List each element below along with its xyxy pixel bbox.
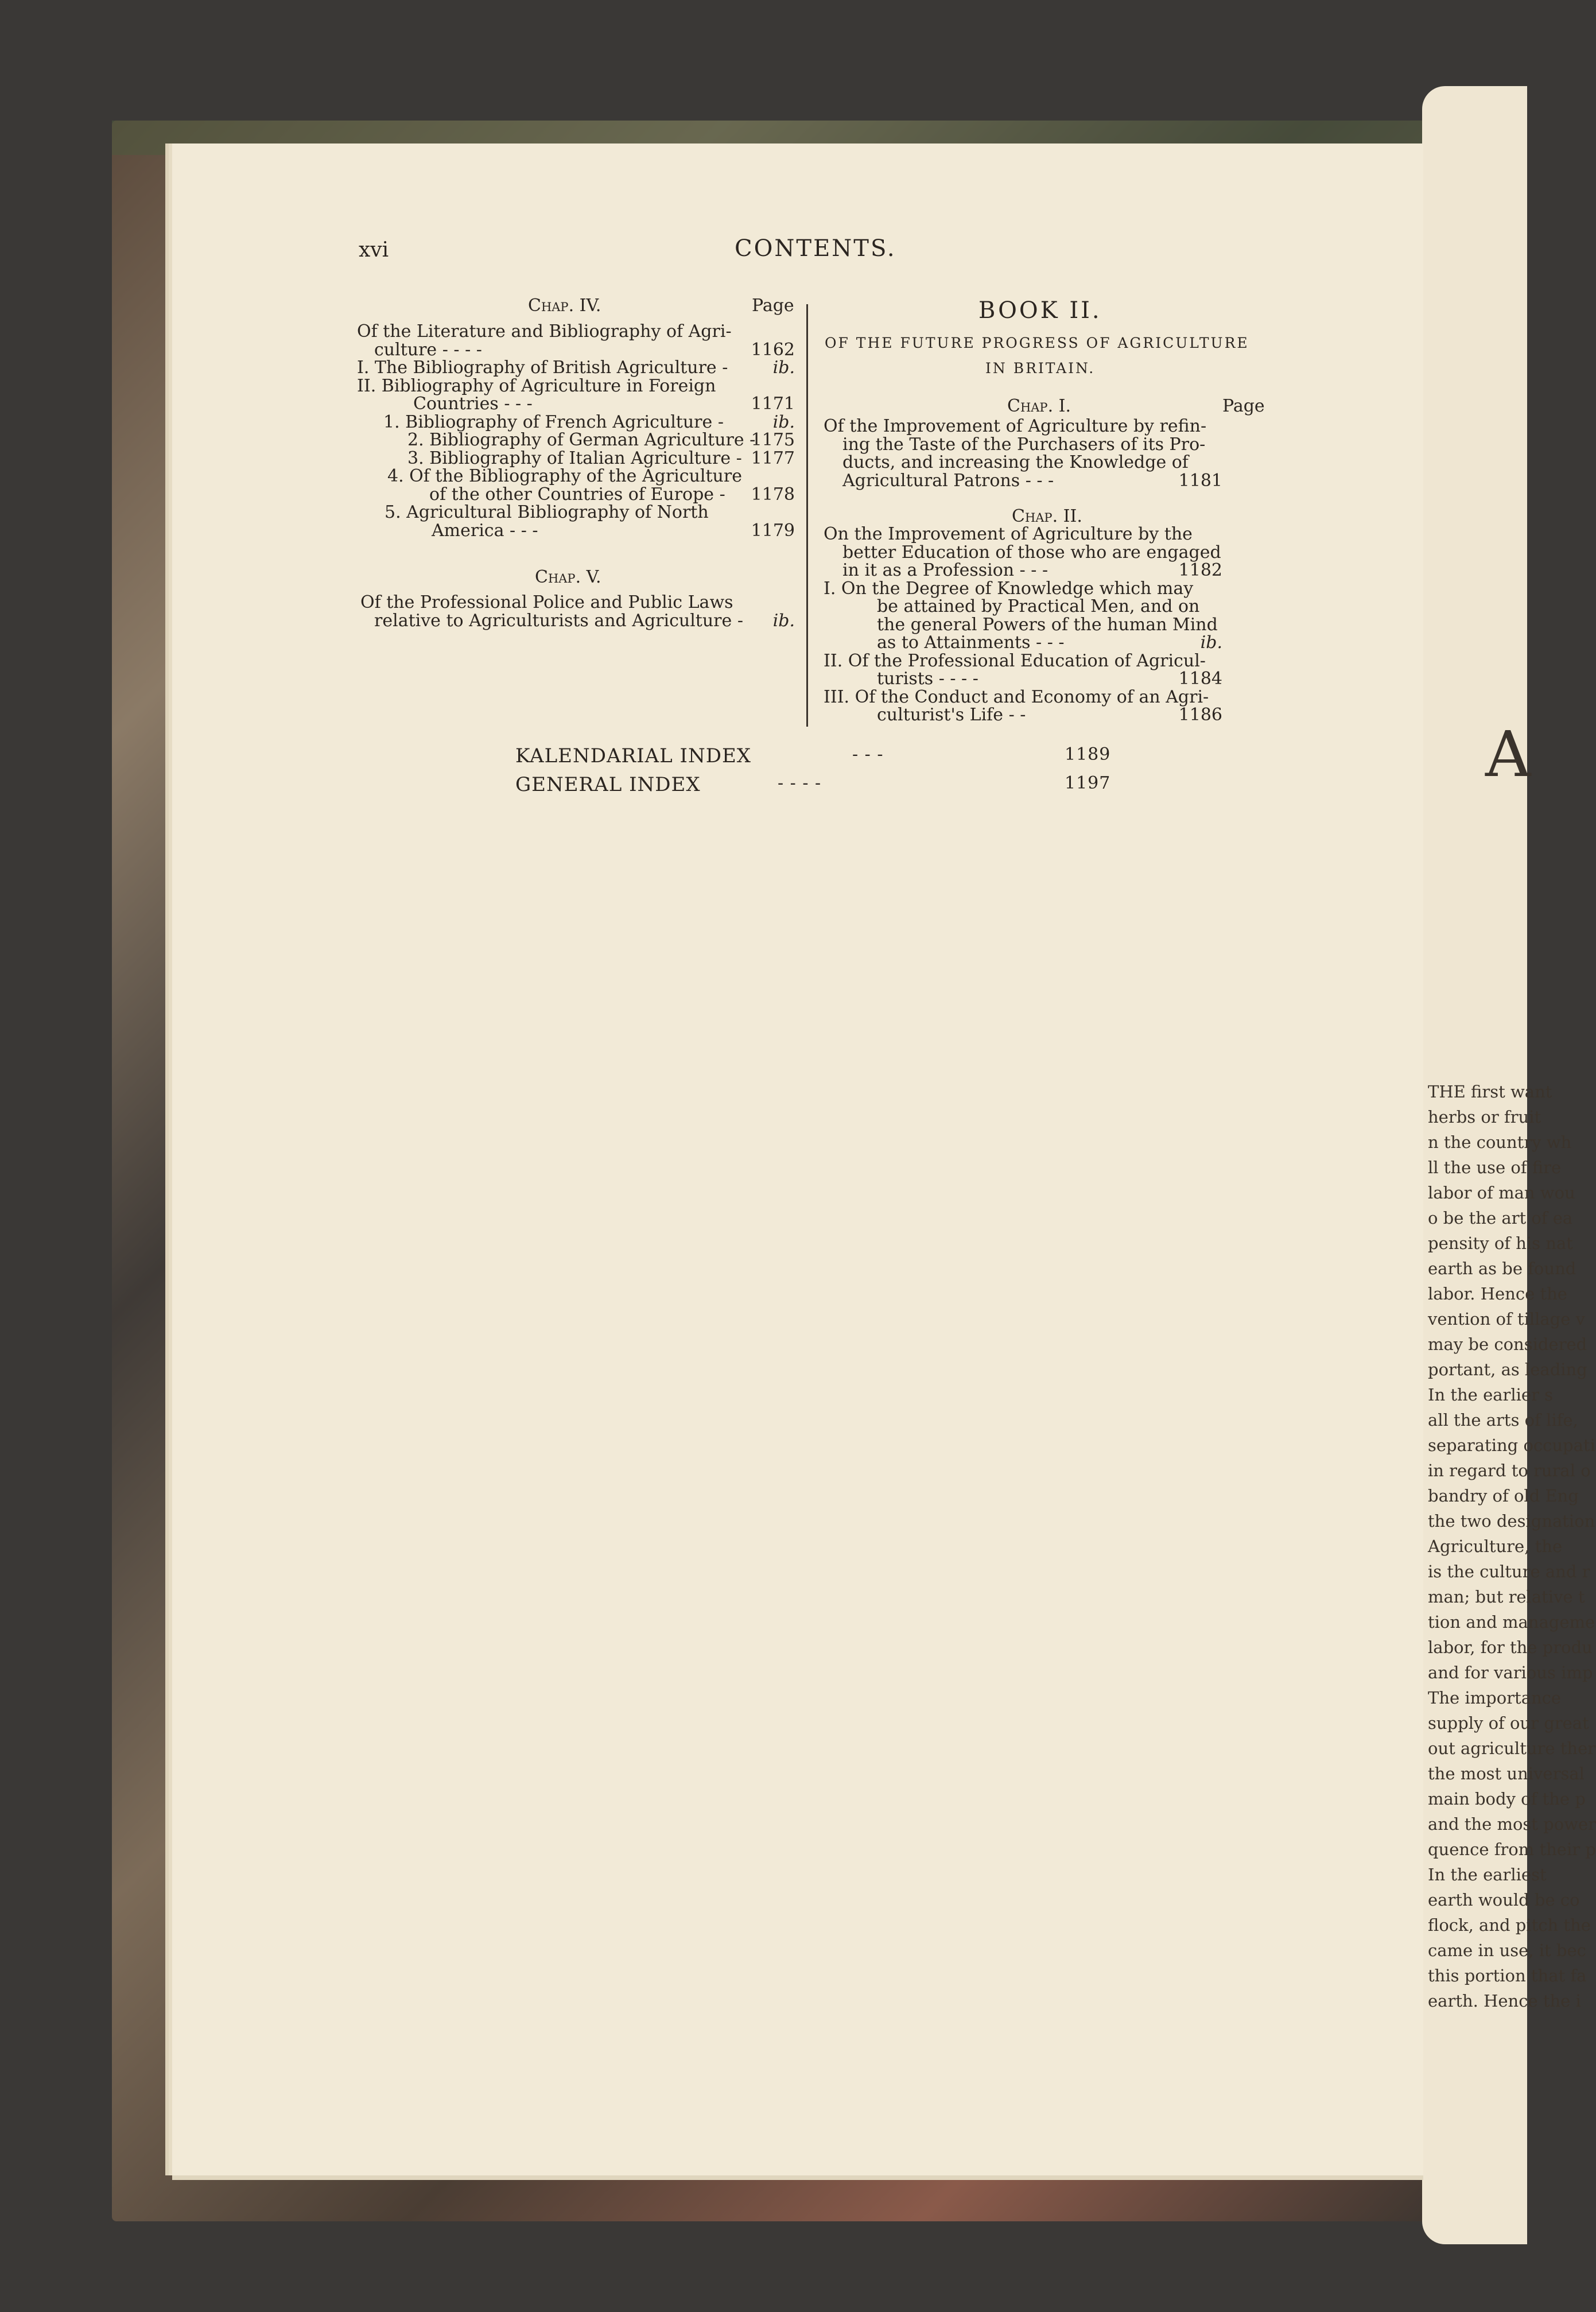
facing-page [1422, 86, 1596, 2244]
toc-entry-text: I. The Bibliography of British Agriculture - [357, 358, 728, 378]
facing-page-line: o be the art of ea [1428, 1208, 1573, 1228]
chap-ii-heading: Chap. II. [1012, 506, 1082, 526]
book-heading: BOOK II. [978, 297, 1102, 324]
facing-page-line: this portion that fa [1428, 1966, 1587, 1985]
toc-entry-text: 4. Of the Bibliography of the Agriculture [387, 466, 742, 486]
toc-entry-text: be attained by Practical Men, and on [877, 596, 1200, 616]
toc-entry-page: 1184 [1178, 669, 1222, 689]
facing-page-text [1428, 1079, 1596, 2014]
toc-entry-text: turists - - - - [877, 669, 978, 689]
index-label: KALENDARIAL INDEX [515, 744, 751, 767]
facing-page-line: quence from their p [1428, 1840, 1596, 1859]
index-page: 1189 [1065, 744, 1111, 765]
toc-entry-text: On the Improvement of Agriculture by the [824, 524, 1193, 544]
toc-entry-text: better Education of those who are engaged [842, 542, 1221, 563]
facing-page-line: pensity of his nat [1428, 1233, 1573, 1253]
page-title: CONTENTS. [735, 235, 896, 262]
facing-page-line: ll the use of fire [1428, 1158, 1562, 1177]
facing-page-line: man; but relative t [1428, 1587, 1585, 1607]
toc-entry-page: 1177 [751, 448, 795, 468]
toc-entry-page: 1182 [1178, 560, 1222, 580]
toc-entry-text: culturist's Life - - [877, 705, 1026, 725]
facing-page-line: In the earlier s [1428, 1385, 1554, 1405]
toc-entry-text: Countries - - - [413, 394, 533, 414]
contents-page [172, 143, 1423, 2175]
toc-entry-text: 5. Agricultural Bibliography of North [385, 502, 709, 522]
index-leader: - - - - [778, 773, 822, 793]
facing-page-line: and the most power [1428, 1814, 1596, 1834]
toc-entry-text: Of the Professional Police and Public Laws [360, 592, 733, 612]
toc-entry-page: ib. [772, 610, 795, 631]
toc-entry-page: ib. [772, 358, 795, 378]
facing-page-line: in regard to rural o [1428, 1461, 1591, 1480]
page-folio: xvi [359, 238, 389, 262]
toc-entry-text: relative to Agriculturists and Agriculture - [374, 610, 743, 631]
facing-page-large-letter: A [1485, 717, 1533, 791]
toc-entry-text: 2. Bibliography of German Agriculture - [407, 430, 756, 450]
index-page: 1197 [1065, 773, 1111, 793]
facing-page-line: the most universal [1428, 1764, 1585, 1783]
toc-entry-page: 1175 [751, 430, 795, 450]
toc-entry-text: ing the Taste of the Purchasers of its Pro- [842, 434, 1206, 455]
book-subtitle-line1: OF THE FUTURE PROGRESS OF AGRICULTURE [825, 335, 1249, 351]
facing-page-line: earth would be co [1428, 1890, 1580, 1910]
facing-page-line: came in use, it bec [1428, 1941, 1586, 1960]
facing-page-line: vention of tillage v [1428, 1309, 1586, 1329]
toc-entry-text: of the other Countries of Europe - [429, 484, 725, 505]
facing-page-line: labor of man wou [1428, 1183, 1575, 1202]
facing-page-line: earth. Hence the i [1428, 1991, 1581, 2011]
facing-page-line: bandry of old Eng [1428, 1486, 1579, 1506]
page-label-right: Page [1222, 396, 1265, 416]
toc-entry-text: as to Attainments - - - [877, 633, 1065, 653]
facing-page-line: The importance [1428, 1688, 1562, 1708]
toc-entry-text: III. Of the Conduct and Economy of an Agri- [824, 686, 1209, 707]
toc-entry-text: 3. Bibliography of Italian Agriculture - [407, 448, 742, 468]
column-divider [806, 304, 808, 727]
toc-entry-page: 1186 [1178, 705, 1222, 725]
facing-page-line: flock, and pitch the [1428, 1915, 1591, 1935]
facing-page-line: supply of our great [1428, 1713, 1589, 1733]
facing-page-line: labor, for the produ [1428, 1638, 1593, 1657]
toc-entry-text: Of the Literature and Bibliography of Agri- [357, 321, 732, 342]
facing-page-line: Agriculture, the [1428, 1537, 1563, 1556]
facing-page-line: main body of the p [1428, 1789, 1586, 1809]
facing-page-line: separating occupati [1428, 1436, 1595, 1455]
toc-entry-text: Agricultural Patrons - - - [842, 470, 1054, 491]
facing-page-line: the two designation [1428, 1511, 1595, 1531]
facing-page-line: may be considered [1428, 1335, 1587, 1354]
toc-entry-page: 1178 [751, 484, 795, 505]
toc-entry-text: in it as a Profession - - - [842, 560, 1049, 580]
facing-page-line: herbs or fruit [1428, 1107, 1541, 1127]
book-subtitle-line2: IN BRITAIN. [985, 360, 1096, 377]
facing-page-line: tion and manageme [1428, 1612, 1595, 1632]
toc-entry-text: ducts, and increasing the Knowledge of [842, 452, 1189, 472]
toc-entry-text: Of the Improvement of Agriculture by refin- [824, 416, 1207, 436]
facing-page-line: n the country wh [1428, 1132, 1572, 1152]
page-label: Page [752, 296, 794, 316]
chap-v-heading: Chap. V. [535, 567, 601, 587]
facing-page-line: labor. Hence the [1428, 1284, 1567, 1304]
facing-page-line: In the earliest [1428, 1865, 1547, 1884]
toc-entry-text: II. Bibliography of Agriculture in Foreign [357, 375, 716, 396]
facing-page-line: is the culture and r [1428, 1562, 1590, 1581]
toc-entry-text: the general Powers of the human Mind [877, 614, 1218, 635]
toc-entry-text: culture - - - - [374, 339, 482, 360]
toc-entry-text: 1. Bibliography of French Agriculture - [383, 412, 724, 432]
toc-entry-text: I. On the Degree of Knowledge which may [824, 578, 1194, 599]
chap-i-heading: Chap. I. [1007, 396, 1071, 416]
toc-entry-page: 1181 [1178, 470, 1222, 491]
toc-entry-text: II. Of the Professional Education of Agricul- [824, 650, 1206, 671]
facing-page-line: earth as be found [1428, 1259, 1576, 1278]
toc-entry-page: 1162 [751, 339, 795, 360]
facing-page-line: and for various imp [1428, 1663, 1593, 1682]
facing-page-line: all the arts of life, [1428, 1410, 1578, 1430]
chap-iv-heading: Chap. IV. [528, 296, 601, 316]
toc-entry-page: 1179 [751, 520, 795, 541]
index-label: GENERAL INDEX [515, 773, 701, 796]
facing-page-line: THE first want [1428, 1082, 1552, 1101]
toc-entry-text: America - - - [432, 520, 538, 541]
toc-entry-page: 1171 [751, 394, 795, 414]
toc-entry-page: ib. [772, 412, 795, 432]
index-leader: - - - [852, 744, 884, 765]
facing-page-line: out agriculture ther [1428, 1739, 1596, 1758]
toc-entry-page: ib. [1200, 633, 1222, 653]
facing-page-line: portant, as leading [1428, 1360, 1587, 1379]
